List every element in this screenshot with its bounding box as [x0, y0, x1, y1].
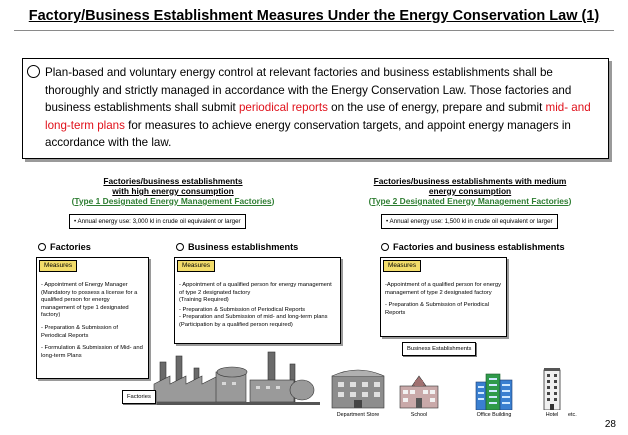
type2-close-paren: ): [568, 196, 572, 206]
section-factories-label: Factories: [50, 242, 91, 252]
page-number: 28: [604, 419, 616, 430]
type1-usage-box: • Annual energy use: 3,000 kl in crude oil equivalent or larger: [69, 214, 246, 229]
business-establishments-tag: Business Establishments: [402, 342, 476, 356]
section-factories: [38, 242, 91, 252]
type2-designation: Type 2 Designated Energy Management Factories: [371, 196, 569, 206]
office-building-caption: Office Building: [476, 412, 512, 418]
factory-illustration: [150, 342, 325, 410]
factories-tag: Factories: [122, 390, 156, 404]
type2-open-paren: (: [368, 196, 372, 206]
hotel-caption: Hotel: [545, 412, 559, 418]
list-item: (Training Required): [179, 297, 229, 304]
section-business: [176, 242, 298, 252]
list-item: - Preparation and Submission of mid- and long-term plans (Participation by a qualified person required): [179, 314, 328, 328]
list-item: - Preparation & Submission of Periodical Reports: [41, 324, 119, 339]
school-icon: [398, 374, 440, 410]
section-both: [381, 242, 565, 252]
list-item: - Preparation & Submission of Periodical Reports: [179, 306, 305, 313]
intro-text-1: Plan-based and voluntary energy control at relevant factories and business establishments shall be thoroughly and strictly managed in accordance with the Energy Conservation Law. Those factories and business establishments shall submit: [45, 66, 572, 115]
intro-box: [22, 58, 609, 159]
list-item: - Preparation & Submission of Periodical Reports: [385, 302, 490, 316]
type1-designation: Type 1 Designated Energy Management Factories: [74, 196, 272, 206]
type2-header-line2: energy consumption: [428, 186, 512, 196]
intro-highlight-periodical-reports: periodical reports: [238, 101, 328, 115]
type1-open-paren: (: [71, 196, 75, 206]
school-caption: School: [410, 412, 428, 418]
title-divider: [14, 30, 614, 31]
measures-label: Measures: [39, 260, 77, 272]
etc-caption: etc.: [568, 412, 577, 418]
page-title: Factory/Business Establishment Measures Under the Energy Conservation Law (1): [28, 8, 600, 24]
hotel-icon: [541, 366, 563, 410]
type2-header: [350, 176, 590, 206]
type1-header: [58, 176, 288, 206]
circle-bullet-icon: [381, 243, 389, 251]
business-measures-box: [174, 257, 341, 344]
list-item: - Appointment of Energy Manager (Mandatory to possess a license for a qualified person for energy management of type 1 designated factory): [41, 282, 138, 319]
measures-label: Measures: [383, 260, 421, 272]
office-building-icon: [474, 370, 514, 410]
both-measures-box: [380, 257, 507, 337]
measures-label: Measures: [177, 260, 215, 272]
type1-close-paren: ): [271, 196, 275, 206]
type1-header-line1: Factories/business establishments: [103, 176, 243, 186]
section-both-label: Factories and business establishments: [393, 242, 565, 252]
intro-text-3: for measures to achieve energy conservation targets, and appoint energy managers in accordance with the law.: [45, 118, 571, 150]
list-item: - Appointment of a qualified person for energy management of type 2 designated factory: [179, 282, 332, 296]
intro-highlight-mid-long-term-plans: mid- and long-term plans: [45, 101, 591, 132]
type2-usage-box: • Annual energy use: 1,500 kl in crude oil equivalent or larger: [381, 214, 558, 229]
list-item: - Formulation & Submission of Mid- and long-term Plans: [41, 345, 143, 359]
intro-text-2: on the use of energy, prepare and submit: [327, 101, 546, 115]
list-item: -Appointment of a qualified person for energy management of type 2 designated factory: [385, 282, 502, 296]
circle-bullet-icon: [27, 65, 40, 78]
type1-header-line2: with high energy consumption: [112, 186, 234, 196]
department-store-caption: Department Store: [336, 412, 380, 418]
factories-measures-box: [36, 257, 149, 379]
section-business-label: Business establishments: [188, 242, 299, 252]
type2-header-line1: Factories/business establishments with medium: [373, 176, 567, 186]
circle-bullet-icon: [176, 243, 184, 251]
circle-bullet-icon: [38, 243, 46, 251]
department-store-icon: [328, 364, 388, 410]
